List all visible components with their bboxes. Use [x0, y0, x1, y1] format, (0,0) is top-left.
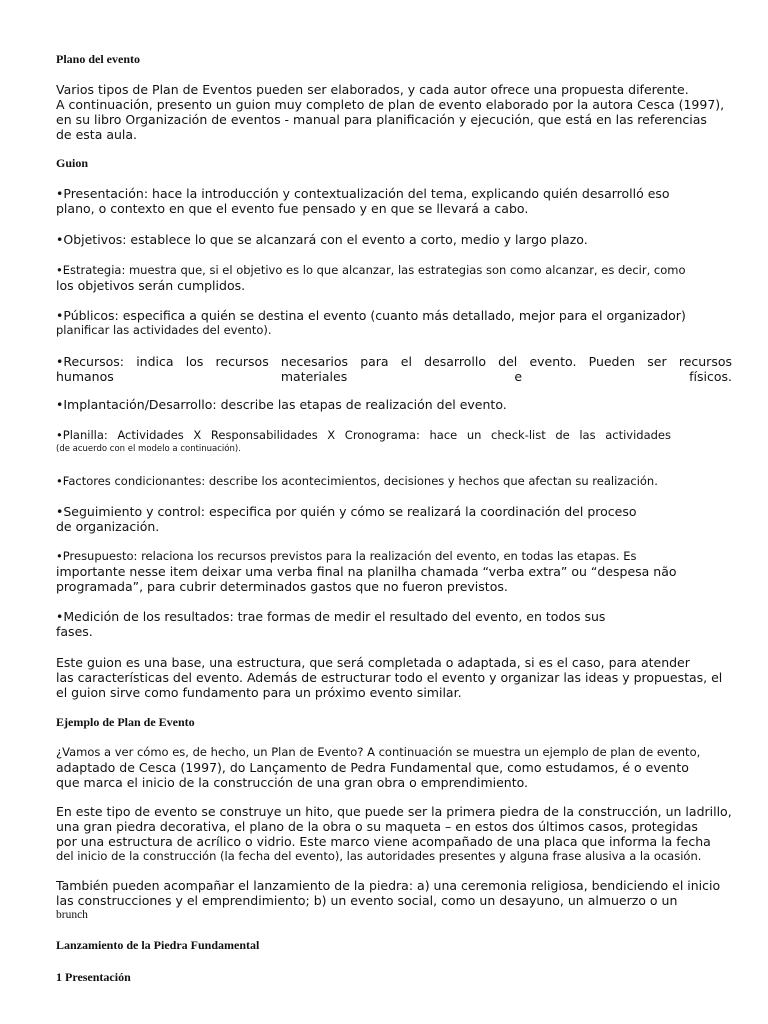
item-line: •Medición de los resultados: trae formas de medir el resultado del evento, en todos sus: [56, 609, 606, 624]
item-line: los objetivos serán cumplidos.: [56, 278, 246, 293]
item-line: •Recursos: indica los recursos necesarios para el desarrollo del evento. Pueden ser recursos: [56, 354, 732, 369]
ejemplo-paragraph-2: [56, 804, 732, 864]
item-line: (de acuerdo con el modelo a continuación).: [56, 444, 241, 454]
heading-lanzamiento: Lanzamiento de la Piedra Fundamental: [56, 938, 260, 952]
item-line: planificar las actividades del evento).: [56, 323, 272, 337]
item-line: •Implantación/Desarrollo: describe las etapas de realización del evento.: [56, 397, 507, 412]
paragraph-line: que marca el inicio de la construcción de una gran obra o emprendimiento.: [56, 775, 529, 790]
intro-line: en su libro Organización de eventos - manual para planificación y ejecución, que está en las referencias: [56, 112, 707, 127]
paragraph-line: el guion sirve como fundamento para un próximo evento similar.: [56, 685, 462, 700]
paragraph-line: ¿Vamos a ver cómo es, de hecho, un Plan de Evento? A continuación se muestra un ejemplo de plan de evento,: [56, 745, 701, 759]
item-line: plano, o contexto en que el evento fue pensado y en que se llevará a cabo.: [56, 201, 529, 216]
item-line: •Objetivos: establece lo que se alcanzará con el evento a corto, medio y largo plazo.: [56, 232, 588, 247]
guion-item-seguimiento: [56, 504, 732, 534]
heading-presentacion: 1 Presentación: [56, 970, 131, 984]
heading-guion: Guion: [56, 156, 89, 170]
intro-line: A continuación, presento un guion muy completo de plan de evento elaborado por la autora Cesca (1997),: [56, 97, 725, 112]
item-line: fases.: [56, 624, 93, 639]
guion-item-recursos: [56, 354, 732, 384]
intro-paragraph: [56, 82, 732, 142]
paragraph-line: las características del evento. Además de estructurar todo el evento y organizar las ideas y propuestas, el: [56, 670, 723, 685]
item-line: •Factores condicionantes: describe los acontecimientos, decisiones y hechos que afectan su realización.: [56, 474, 658, 488]
item-line: •Presupuesto: relaciona los recursos previstos para la realización del evento, en todas las etapas. Es: [56, 549, 637, 563]
guion-item-objetivos: [56, 232, 732, 247]
item-line: programada”, para cubrir determinados gastos que no fueron previstos.: [56, 579, 508, 594]
paragraph-line: del inicio de la construcción (la fecha del evento), las autoridades presentes y alguna frase alusiva a la ocasión.: [56, 849, 702, 863]
item-line: •Públicos: especifica a quién se destina el evento (cuanto más detallado, mejor para el organizador): [56, 308, 686, 323]
paragraph-line: brunch: [56, 909, 88, 921]
guion-item-estrategia: [56, 263, 732, 293]
paragraph-line: las construcciones y el emprendimiento; b) un evento social, como un desayuno, un almuerzo o un: [56, 893, 678, 908]
paragraph-line: También pueden acompañar el lanzamiento de la piedra: a) una ceremonia religiosa, bendiciendo el inicio: [56, 878, 721, 893]
guion-item-presupuesto: [56, 549, 732, 594]
guion-closing-paragraph: [56, 655, 732, 700]
ejemplo-paragraph-1: [56, 745, 732, 790]
intro-line: Varios tipos de Plan de Eventos pueden ser elaborados, y cada autor ofrece una propuesta diferente.: [56, 82, 689, 97]
paragraph-line: adaptado de Cesca (1997), do Lançamento de Pedra Fundamental que, como estudamos, é o evento: [56, 760, 689, 775]
paragraph-line: por una estructura de acrílico o vidrio. Este marco viene acompañado de una placa que informa la fecha: [56, 834, 711, 849]
item-line: •Estrategia: muestra que, si el objetivo es lo que alcanzar, las estrategias son como alcanzar, es decir, como: [56, 263, 686, 277]
guion-item-factores: [56, 474, 732, 489]
item-line: •Presentación: hace la introducción y contextualización del tema, explicando quién desarrolló eso: [56, 186, 670, 201]
heading-ejemplo: Ejemplo de Plan de Evento: [56, 715, 195, 729]
guion-item-medicion: [56, 609, 732, 639]
guion-item-planilla: [56, 428, 732, 455]
heading-plano-del-evento: Plano del evento: [56, 52, 140, 66]
guion-item-presentacion: [56, 186, 732, 216]
guion-item-publicos: [56, 308, 732, 338]
item-line: importante nesse item deixar uma verba final na planilha chamada “verba extra” ou “despesa não: [56, 564, 677, 579]
paragraph-line: una gran piedra decorativa, el plano de la obra o su maqueta – en estos dos últimos casos, protegidas: [56, 819, 698, 834]
guion-item-implantacion: [56, 397, 732, 412]
ejemplo-paragraph-3: [56, 878, 732, 923]
item-line: humanos materiales e físicos.: [56, 369, 732, 384]
paragraph-line: En este tipo de evento se construye un hito, que puede ser la primera piedra de la construcción, un ladrillo,: [56, 804, 732, 819]
item-line: •Planilla: Actividades X Responsabilidades X Cronograma: hace un check-list de las actividades: [56, 428, 671, 442]
item-line: de organización.: [56, 519, 160, 534]
item-line: •Seguimiento y control: especifica por quién y cómo se realizará la coordinación del proceso: [56, 504, 637, 519]
paragraph-line: Este guion es una base, una estructura, que será completada o adaptada, si es el caso, para atender: [56, 655, 690, 670]
intro-line: de esta aula.: [56, 127, 138, 142]
